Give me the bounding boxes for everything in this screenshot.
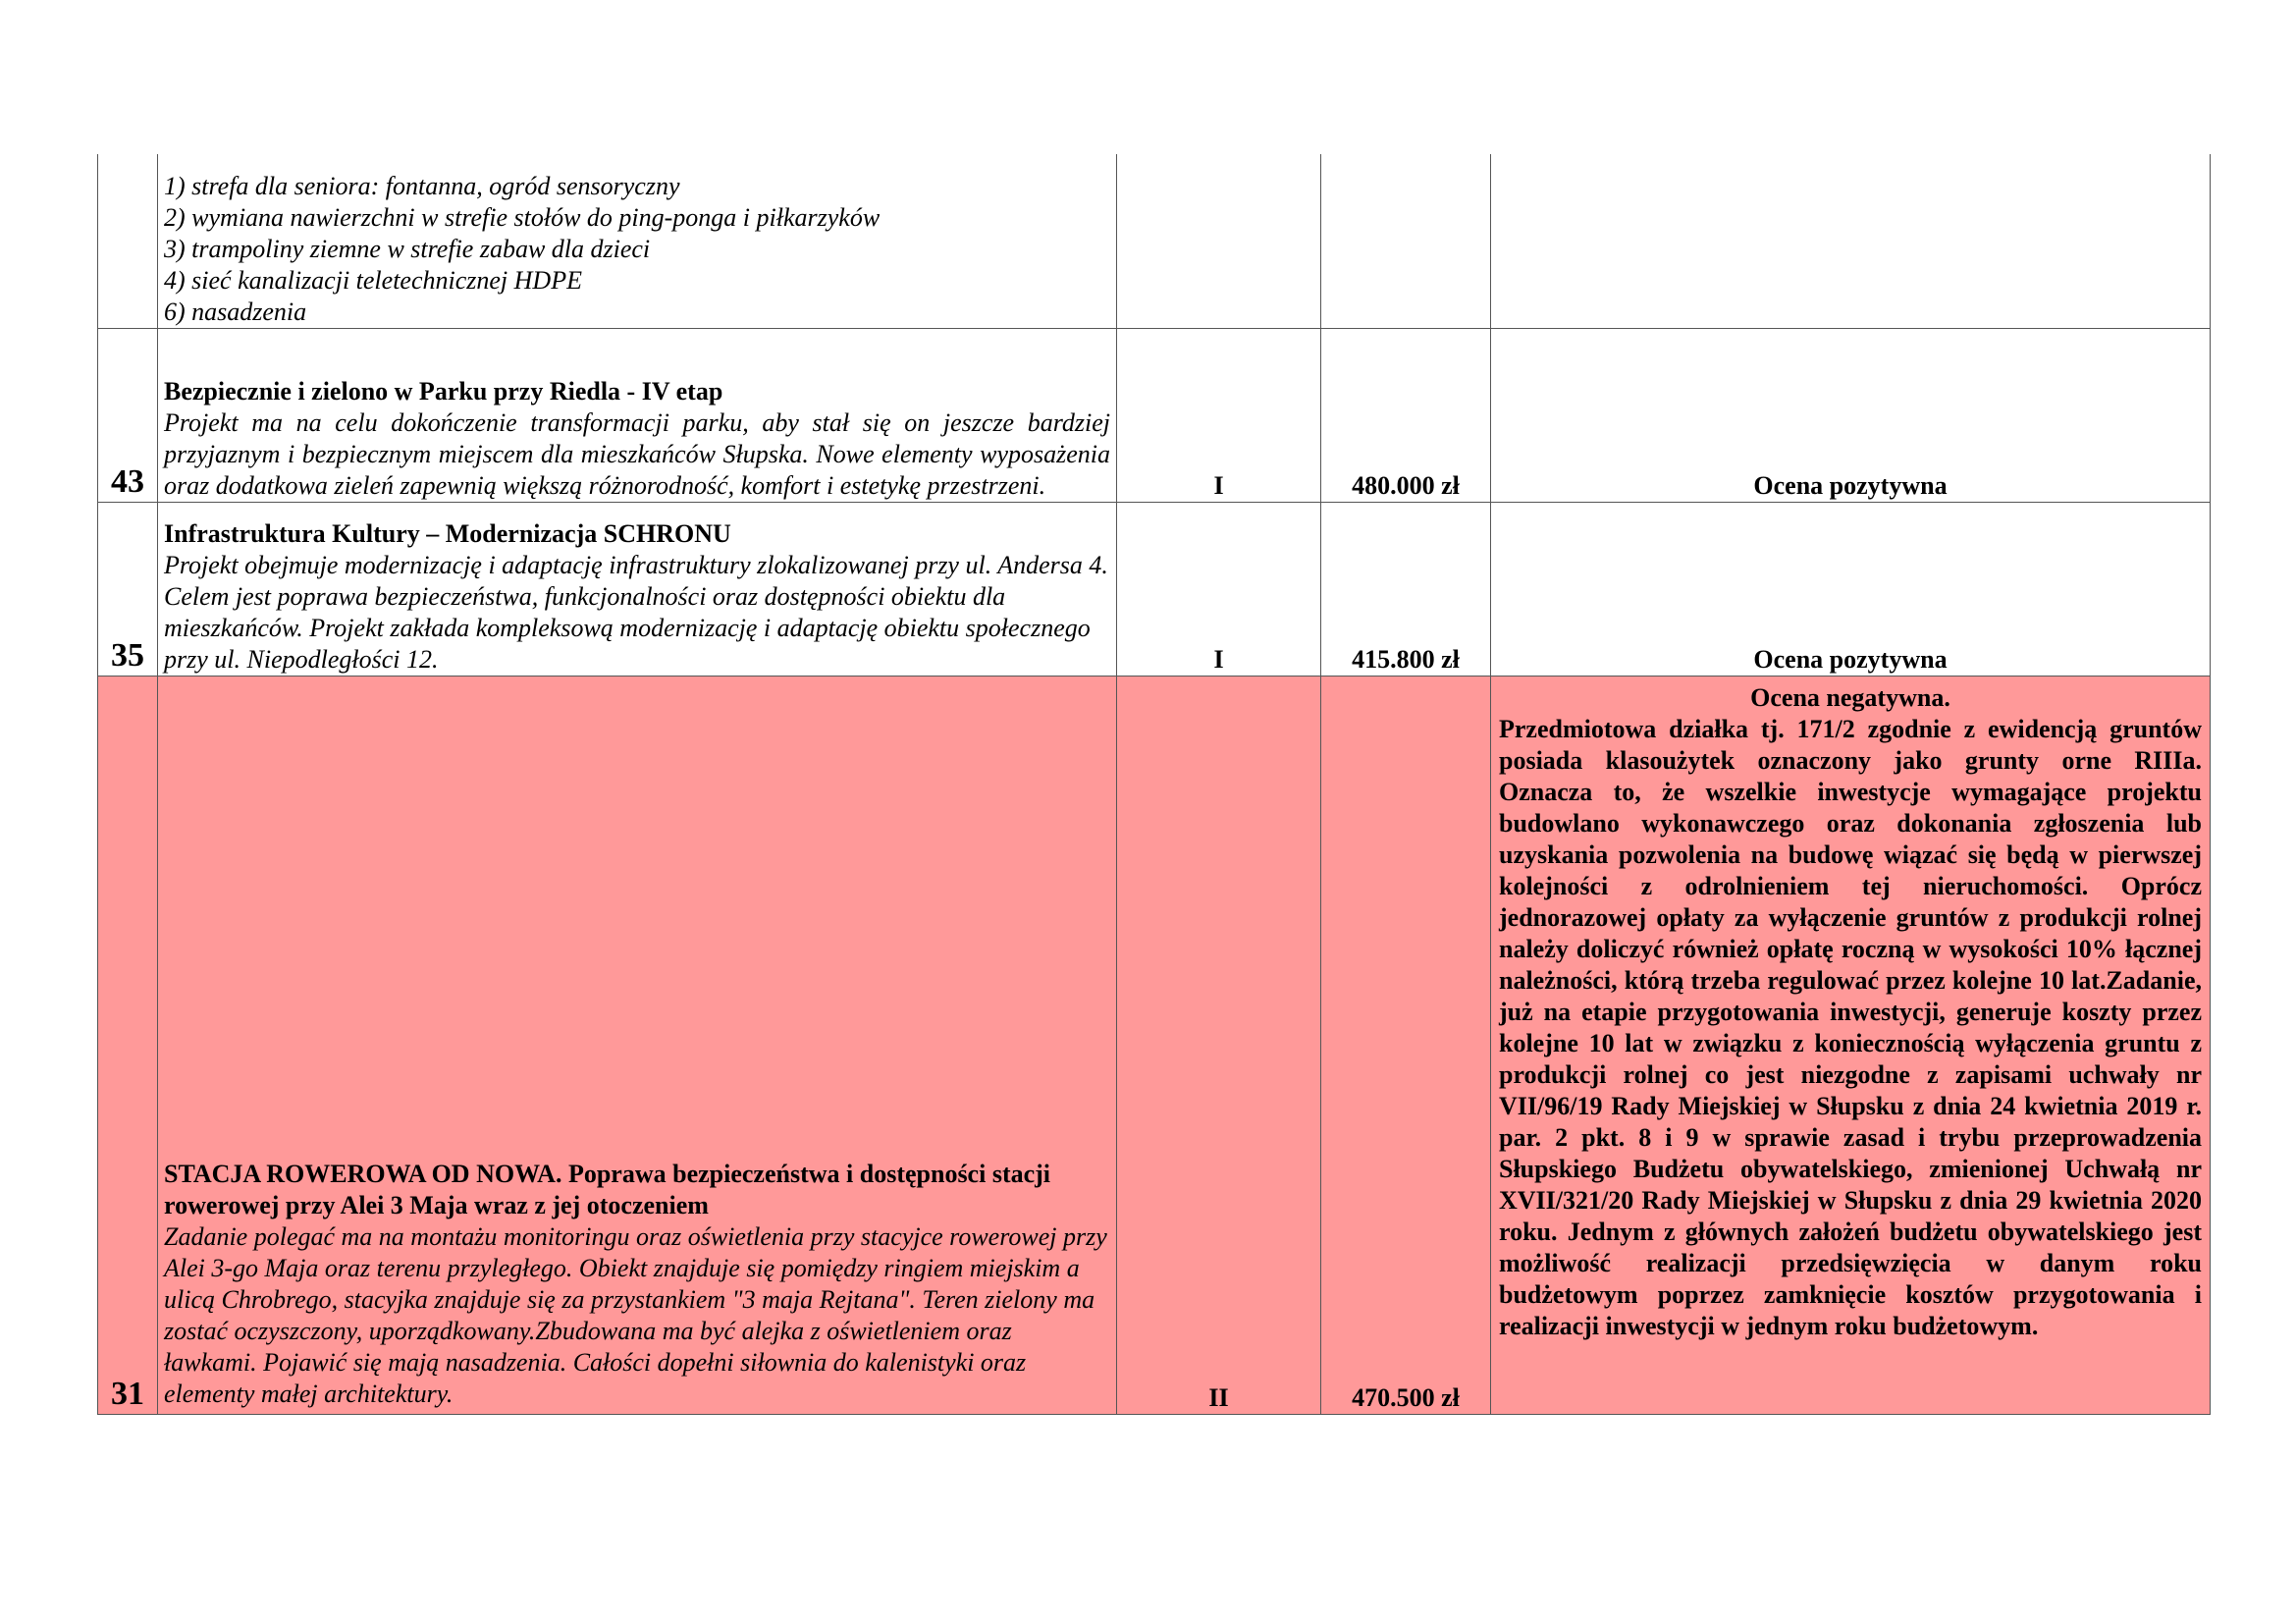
project-number bbox=[98, 154, 158, 328]
project-description-text: Zadanie polegać ma na montażu monitoringu oraz oświetlenia przy stacyjce rowerowej przy Alei 3-go Maja oraz terenu przyległego. Obiekt znajduje się pomiędzy ringiem miejskim a ulicą Chrobrego, stacyjka znajduje się za przystankiem "3 maja Rejtana". Teren zielony ma zostać oczyszczony, uporządkowany.Zbudowana ma być alejka z oświetleniem oraz ławkami. Pojawić się mają nasadzenia. Całości dopełni siłownia do kalenistyki oraz elementy małej architektury. bbox=[164, 1221, 1107, 1408]
result-justification: Przedmiotowa działka tj. 171/2 zgodnie z ewidencją gruntów posiada klasoużytek oznaczony jako grunty orne RIIIa. Oznacza to, że wszelkie inwestycje wymagające projektu budowlano wykonawczego oraz dokonania zgłoszenia lub uzyskania pozwolenia na budowę wiązać się będą w pierwszej kolejności z odrolnieniem tej nieruchomości. Oprócz jednorazowej opłaty za wyłączenie gruntów z produkcji rolnej należy doliczyć również opłatę roczną w wysokości 10% łącznej należności, którą trzeba regulować przez kolejne 10 lat.Zadanie, już na etapie przygotowania inwestycji, generuje koszty przez kolejne 10 lat w związku z koniecznością wyłączenia gruntu z produkcji rolnej co jest niezgodne z zapisami uchwały nr VII/96/19 Rady Miejskiej w Słupsku z dnia 24 kwietnia 2019 r. par. 2 pkt. 8 i 9 w sprawie zasad i trybu przeprowadzenia Słupskiego Budżetu obywatelskiego, zmienionej Uchwałą nr XVII/321/20 Rady Miejskiej w Słupsku z dnia 29 kwietnia 2020 roku. Jednym z głównych założeń budżetu obywatelskiego jest możliwość realizacji przedsięwzięcia w danym roku budżetowym poprzez zamknięcie kosztów przygotowania i realizacji inwestycji w jednym roku budżetowym. bbox=[1499, 714, 2202, 1340]
project-description-text: Projekt ma na celu dokończenie transformacji parku, aby stał się on jeszcze bardziej przyjaznym i bezpiecznym miejscem dla mieszkańców Słupska. Nowe elementy wyposażenia oraz dodatkowa zieleń zapewnią większą różnorodność, komfort i estetykę przestrzeni. bbox=[164, 407, 1110, 500]
project-amount: 415.800 zł bbox=[1321, 502, 1491, 676]
projects-table bbox=[97, 154, 2211, 1415]
project-number: 35 bbox=[98, 502, 158, 676]
project-category: II bbox=[1117, 676, 1321, 1414]
project-number: 43 bbox=[98, 328, 158, 502]
project-title: Infrastruktura Kultury – Modernizacja SCHRONU bbox=[164, 518, 731, 548]
list-item: 6) nasadzenia bbox=[164, 297, 307, 326]
project-amount: 470.500 zł bbox=[1321, 676, 1491, 1414]
table-row bbox=[98, 154, 2211, 328]
result-title: Ocena negatywna. bbox=[1750, 682, 1950, 712]
project-result bbox=[1491, 676, 2211, 1414]
table-row bbox=[98, 676, 2211, 1414]
list-item: 1) strefa dla seniora: fontanna, ogród sensoryczny bbox=[164, 171, 680, 200]
project-category: I bbox=[1117, 328, 1321, 502]
project-description bbox=[158, 154, 1117, 328]
table-row bbox=[98, 328, 2211, 502]
project-result: Ocena pozytywna bbox=[1491, 328, 2211, 502]
project-number: 31 bbox=[98, 676, 158, 1414]
table-row bbox=[98, 502, 2211, 676]
project-title: Bezpiecznie i zielono w Parku przy Riedla - IV etap bbox=[164, 376, 723, 406]
list-item: 2) wymiana nawierzchni w strefie stołów do ping-ponga i piłkarzyków bbox=[164, 202, 881, 232]
project-description-text: Projekt obejmuje modernizację i adaptację infrastruktury zlokalizowanej przy ul. Andersa 4. Celem jest poprawa bezpieczeństwa, funkcjonalności oraz dostępności obiektu dla mieszkańców. Projekt zakłada kompleksową modernizację i adaptację obiektu społecznego przy ul. Niepodległości 12. bbox=[164, 550, 1108, 674]
project-category bbox=[1117, 154, 1321, 328]
project-category: I bbox=[1117, 502, 1321, 676]
list-item: 4) sieć kanalizacji teletechnicznej HDPE bbox=[164, 265, 582, 295]
project-amount bbox=[1321, 154, 1491, 328]
project-description bbox=[158, 676, 1117, 1414]
project-description bbox=[158, 328, 1117, 502]
project-result: Ocena pozytywna bbox=[1491, 502, 2211, 676]
project-result bbox=[1491, 154, 2211, 328]
project-amount: 480.000 zł bbox=[1321, 328, 1491, 502]
list-item: 3) trampoliny ziemne w strefie zabaw dla dzieci bbox=[164, 234, 651, 263]
project-description bbox=[158, 502, 1117, 676]
project-title: STACJA ROWEROWA OD NOWA. Poprawa bezpieczeństwa i dostępności stacji rowerowej przy Alei 3 Maja wraz z jej otoczeniem bbox=[164, 1159, 1051, 1219]
